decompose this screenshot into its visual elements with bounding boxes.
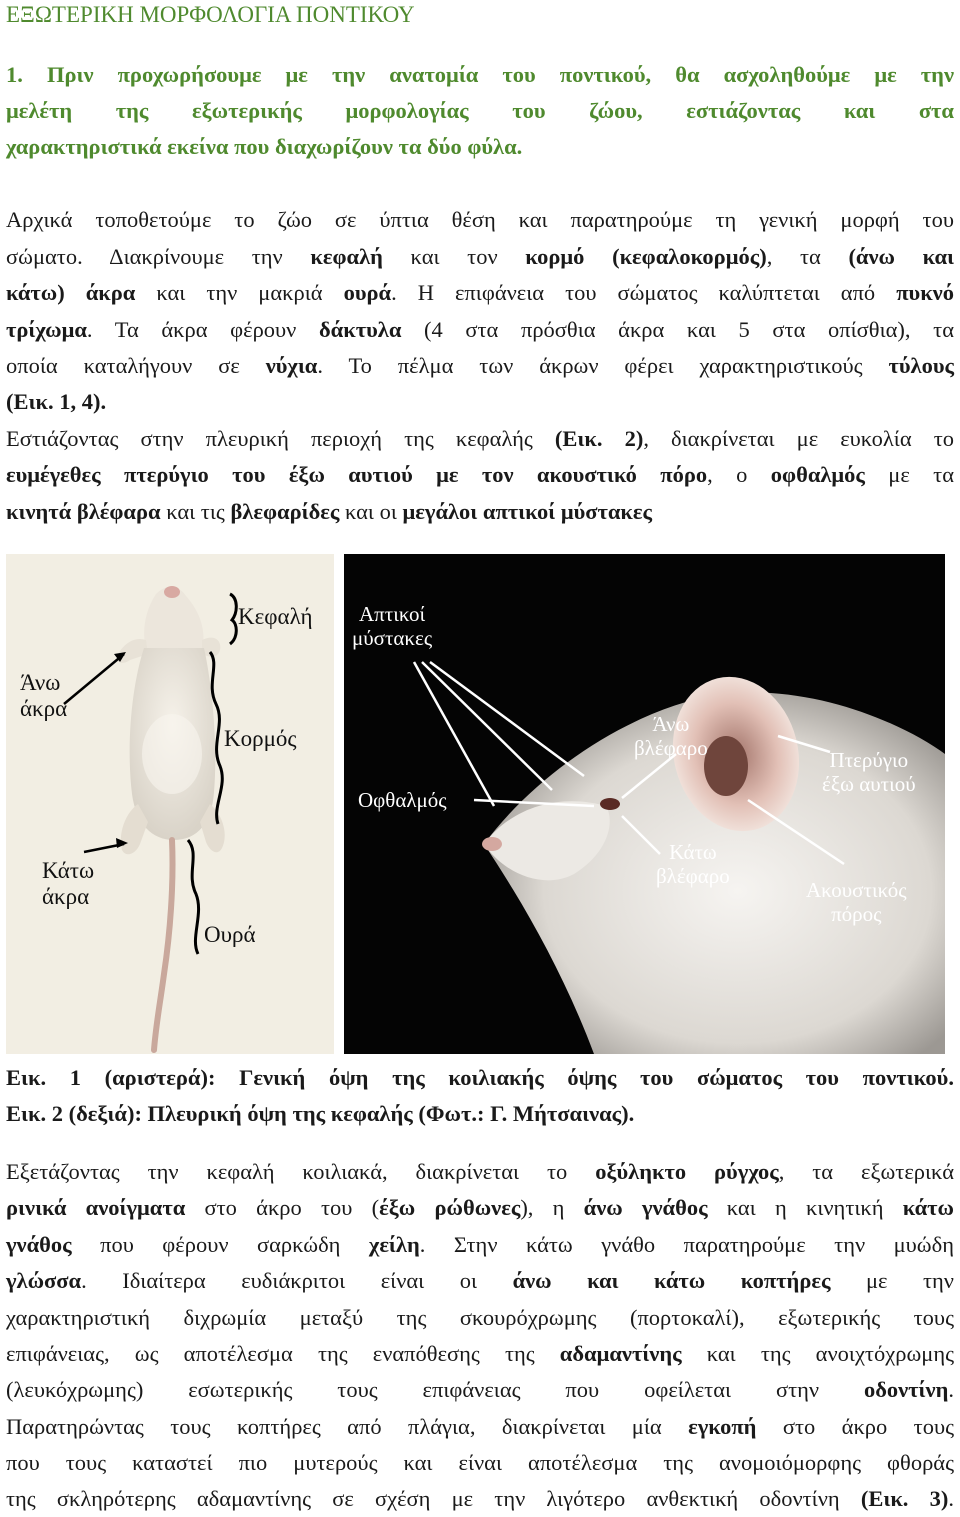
para2-line-7: Εστιάζοντας στην πλευρική περιοχή της κεφαλής (Εικ. 2), διακρίνεται με ευκολία το [6, 426, 954, 451]
para3-line-6: επιφάνειας, ως αποτέλεσμα της εναπόθεσης της αδαμαντίνης και της ανοιχτόχρωμης [6, 1341, 954, 1366]
figure-2-lateral-photo [344, 554, 945, 1054]
label-eye: Οφθαλμός [358, 788, 447, 812]
para2-line-6: (Εικ. 1, 4). [6, 389, 107, 414]
label-head: Κεφαλή [238, 604, 313, 629]
para3-line-4: γλώσσα. Ιδιαίτερα ευδιάκριτοι είναι οι άνω και κάτω κοπτήρες με την [6, 1268, 954, 1293]
caption-line-1: Εικ. 1 (αριστερά): Γενική όψη της κοιλιακής όψης του σώματος του ποντικού. [6, 1065, 954, 1090]
figure-1-ventral-photo [6, 554, 334, 1054]
para3-line-9: που τους καταστεί πιο μυτερούς και είναι αποτέλεσμα της ανομοιόμορφης φθοράς [6, 1450, 954, 1475]
label-lower-limbs: Κάτω άκρα [42, 858, 95, 909]
label-trunk: Κορμός [224, 726, 297, 751]
label-tail: Ουρά [204, 922, 256, 947]
label-whiskers: Απτικοί μύστακες [352, 602, 433, 650]
intro-line-1: 1. Πριν προχωρήσουμε με την ανατομία του ποντικού, θα ασχοληθούμε με την [6, 62, 954, 87]
para2-line-3: κάτω) άκρα και την μακριά ουρά. Η επιφάνεια του σώματος καλύπτεται από πυκνό [6, 280, 954, 305]
page-title: ΕΞΩΤΕΡΙΚΗ ΜΟΡΦΟΛΟΓΙΑ ΠΟΝΤΙΚΟΥ [6, 2, 415, 27]
para2-line-5: οποία καταλήγουν σε νύχια. Το πέλμα των άκρων φέρει χαρακτηριστικούς τύλους [6, 353, 954, 378]
label-upper-limbs: Άνω άκρα [20, 670, 68, 721]
para2-line-9: κινητά βλέφαρα και τις βλεφαρίδες και οι μεγάλοι απτικοί μύστακες [6, 499, 653, 524]
para2-line-2: σώματο. Διακρίνουμε την κεφαλή και τον κορμό (κεφαλοκορμός), τα (άνω και [6, 244, 955, 269]
para2-line-1: Αρχικά τοποθετούμε το ζώο σε ύπτια θέση και παρατηρούμε τη γενική μορφή του [6, 207, 954, 232]
label-pinna: Πτερύγιο έξω αυτιού [822, 748, 916, 796]
para3-line-10: της σκληρότερης αδαμαντίνης σε σχέση με την λιγότερο ανθεκτική οδοντίνη (Εικ. 3). [6, 1486, 954, 1511]
para2-line-4: τρίχωμα. Τα άκρα φέρουν δάκτυλα (4 στα πρόσθια άκρα και 5 στα οπίσθια), τα [6, 317, 954, 342]
intro-line-2: μελέτη της εξωτερικής μορφολογίας του ζώου, εστιάζοντας και στα [6, 98, 954, 123]
intro-line-3: χαρακτηριστικά εκείνα που διαχωρίζουν τα δύο φύλα. [6, 134, 523, 159]
para3-line-8: Παρατηρώντας τους κοπτήρες από πλάγια, διακρίνεται μία εγκοπή στο άκρο τους [6, 1414, 955, 1439]
para3-line-2: ρινικά ανοίγματα στο άκρο του (έξω ρώθωνες), η άνω γνάθος και η κινητική κάτω [6, 1195, 954, 1220]
para2-line-8: ευμέγεθες πτερύγιο του έξω αυτιού με τον ακουστικό πόρο, ο οφθαλμός με τα [6, 462, 955, 487]
caption-line-2: Εικ. 2 (δεξιά): Πλευρική όψη της κεφαλής (Φωτ.: Γ. Μήτσαινας). [6, 1101, 635, 1126]
label-upper-eyelid: Άνω βλέφαρο [634, 712, 708, 760]
para3-line-3: γνάθος που φέρουν σαρκώδη χείλη. Στην κάτω γνάθο παρατηρούμε την μυώδη [6, 1232, 954, 1257]
label-ear-canal: Ακουστικός πόρος [806, 878, 907, 926]
figure-row [6, 554, 954, 1054]
label-lower-eyelid: Κάτω βλέφαρο [656, 840, 730, 888]
para3-line-1: Εξετάζοντας την κεφαλή κοιλιακά, διακρίνεται το οξύληκτο ρύγχος, τα εξωτερικά [6, 1159, 954, 1184]
para3-line-5: χαρακτηριστική διχρωμία μεταξύ της σκουρόχρωμης (πορτοκαλί), εξωτερικής τους [6, 1305, 954, 1330]
para3-line-7: (λευκόχρωμης) εσωτερικής τους επιφάνειας που οφείλεται στην οδοντίνη. [6, 1377, 954, 1402]
